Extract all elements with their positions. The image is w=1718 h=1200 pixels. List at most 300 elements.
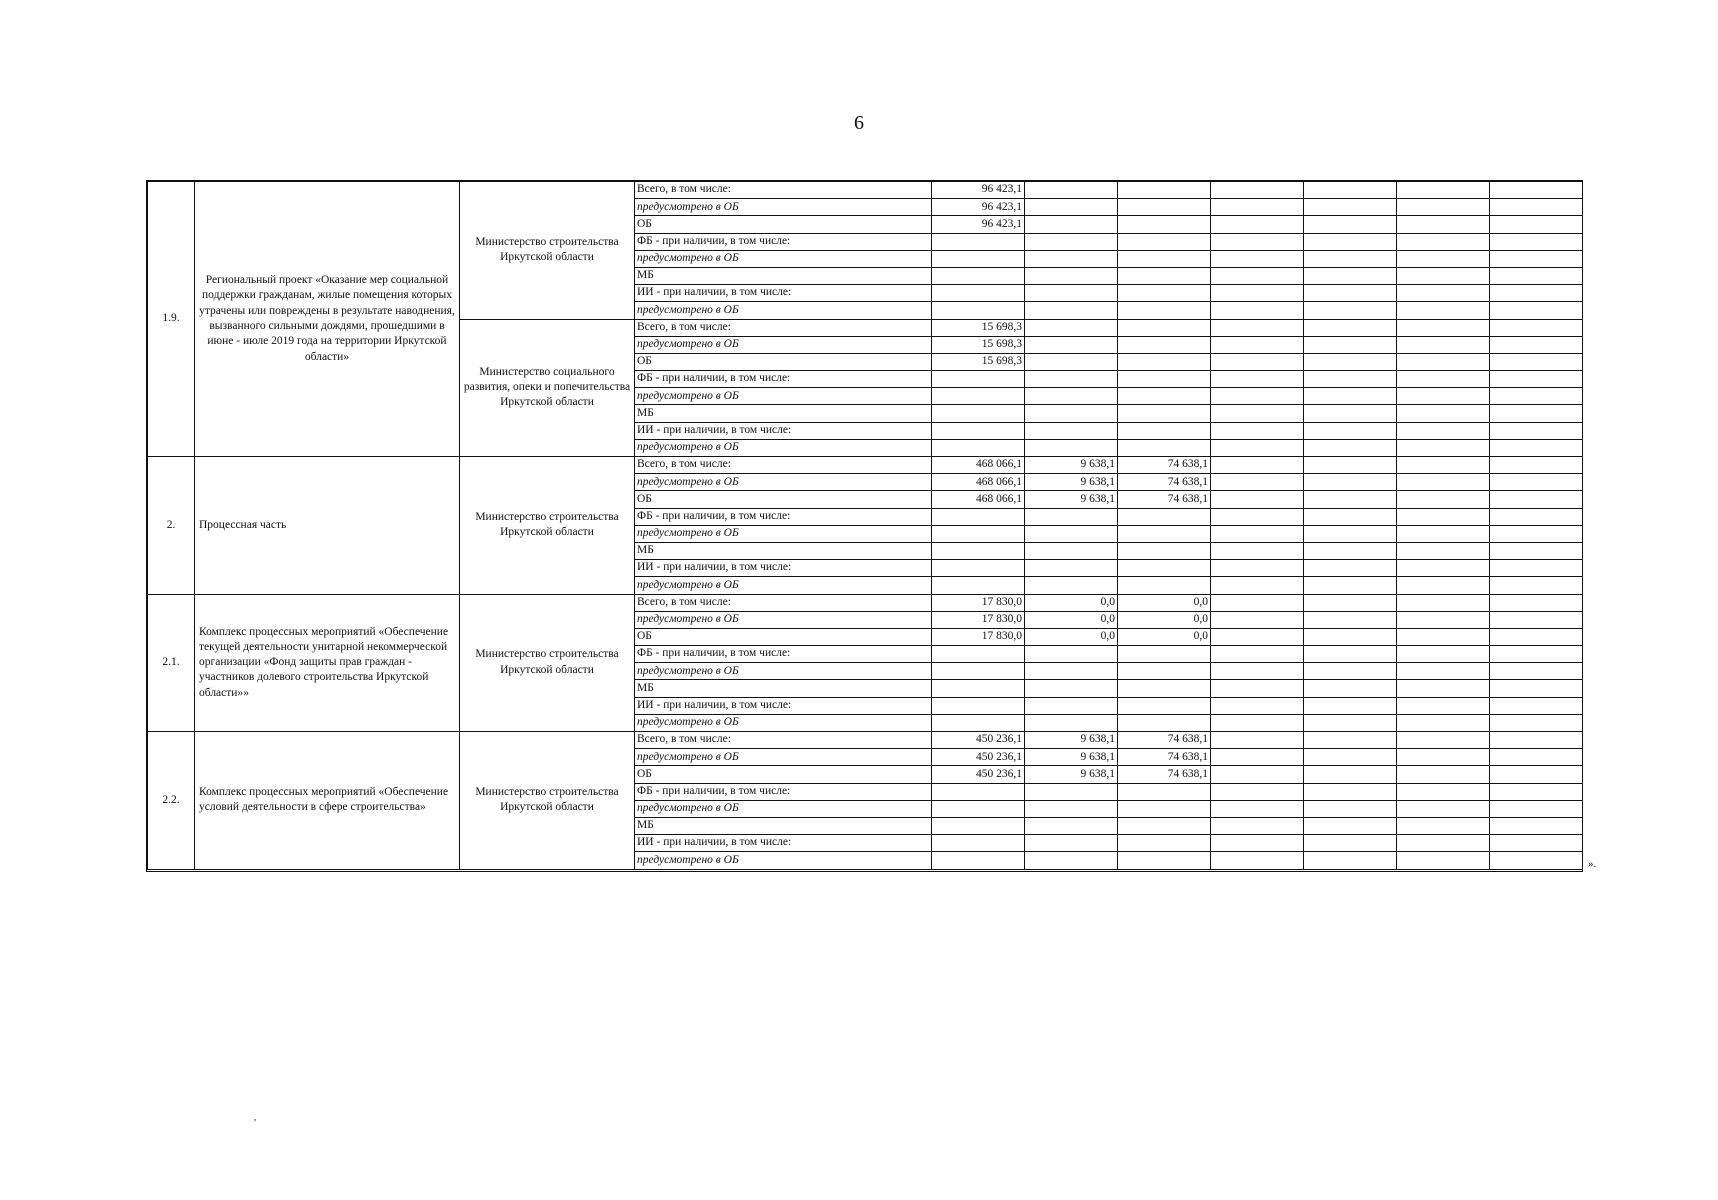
funding-source-cell: ИИ - при наличии, в том числе: xyxy=(635,285,932,302)
value-cell xyxy=(1118,577,1211,594)
value-cell xyxy=(1304,439,1397,456)
value-cell xyxy=(1025,697,1118,714)
row-number-cell: 2.2. xyxy=(148,732,195,870)
value-cell xyxy=(1304,319,1397,336)
value-cell xyxy=(1211,594,1304,611)
value-cell xyxy=(1211,319,1304,336)
stray-scan-mark: ' xyxy=(254,1117,256,1129)
table-row xyxy=(148,732,1583,749)
value-cell xyxy=(1397,285,1490,302)
value-cell xyxy=(1304,508,1397,525)
value-cell xyxy=(1211,835,1304,852)
value-cell xyxy=(1304,250,1397,267)
value-cell xyxy=(1211,508,1304,525)
value-cell xyxy=(1211,199,1304,216)
value-cell xyxy=(1397,732,1490,749)
value-cell xyxy=(1118,388,1211,405)
value-cell xyxy=(932,817,1025,834)
value-cell xyxy=(1490,336,1583,353)
value-cell xyxy=(1397,628,1490,645)
value-cell xyxy=(1211,766,1304,783)
value-cell xyxy=(1397,594,1490,611)
value-cell: 9 638,1 xyxy=(1025,491,1118,508)
value-cell xyxy=(1211,663,1304,680)
value-cell xyxy=(1211,697,1304,714)
value-cell: 96 423,1 xyxy=(932,199,1025,216)
value-cell xyxy=(932,508,1025,525)
value-cell xyxy=(1490,680,1583,697)
table-body xyxy=(148,182,1583,870)
value-cell xyxy=(1118,353,1211,370)
value-cell xyxy=(932,800,1025,817)
value-cell xyxy=(1211,749,1304,766)
value-cell xyxy=(1118,422,1211,439)
value-cell xyxy=(1490,422,1583,439)
value-cell xyxy=(1304,216,1397,233)
value-cell xyxy=(1025,267,1118,284)
value-cell xyxy=(1490,800,1583,817)
value-cell xyxy=(1397,852,1490,869)
value-cell xyxy=(1304,646,1397,663)
table-row xyxy=(148,594,1583,611)
value-cell xyxy=(1211,525,1304,542)
value-cell: 15 698,3 xyxy=(932,336,1025,353)
value-cell: 0,0 xyxy=(1118,611,1211,628)
value-cell xyxy=(1025,852,1118,869)
value-cell xyxy=(932,577,1025,594)
value-cell xyxy=(1397,560,1490,577)
value-cell xyxy=(932,371,1025,388)
value-cell xyxy=(1397,646,1490,663)
value-cell xyxy=(1490,388,1583,405)
value-cell xyxy=(1490,714,1583,731)
executor-cell: Министерство строительства Иркутской области xyxy=(460,594,635,732)
value-cell xyxy=(1211,474,1304,491)
value-cell xyxy=(1304,852,1397,869)
funding-source-cell: предусмотрено в ОБ xyxy=(635,302,932,319)
value-cell xyxy=(1304,663,1397,680)
funding-source-cell: предусмотрено в ОБ xyxy=(635,577,932,594)
value-cell xyxy=(1025,216,1118,233)
value-cell xyxy=(1211,439,1304,456)
value-cell xyxy=(1025,508,1118,525)
value-cell xyxy=(932,560,1025,577)
value-cell xyxy=(1397,766,1490,783)
value-cell xyxy=(1490,267,1583,284)
funding-source-cell: Всего, в том числе: xyxy=(635,732,932,749)
row-number-cell: 2.1. xyxy=(148,594,195,732)
value-cell xyxy=(1490,233,1583,250)
value-cell: 74 638,1 xyxy=(1118,474,1211,491)
value-cell xyxy=(1118,216,1211,233)
value-cell xyxy=(1490,560,1583,577)
value-cell xyxy=(1118,800,1211,817)
value-cell: 0,0 xyxy=(1025,611,1118,628)
value-cell xyxy=(1118,439,1211,456)
value-cell: 468 066,1 xyxy=(932,491,1025,508)
value-cell xyxy=(932,835,1025,852)
value-cell xyxy=(1025,439,1118,456)
funding-source-cell: предусмотрено в ОБ xyxy=(635,800,932,817)
value-cell xyxy=(1397,336,1490,353)
value-cell: 15 698,3 xyxy=(932,319,1025,336)
funding-source-cell: предусмотрено в ОБ xyxy=(635,250,932,267)
value-cell xyxy=(1397,783,1490,800)
value-cell xyxy=(1397,697,1490,714)
value-cell xyxy=(1118,267,1211,284)
funding-source-cell: ИИ - при наличии, в том числе: xyxy=(635,697,932,714)
value-cell: 450 236,1 xyxy=(932,749,1025,766)
funding-source-cell: ОБ xyxy=(635,216,932,233)
value-cell xyxy=(932,783,1025,800)
value-cell: 0,0 xyxy=(1118,594,1211,611)
value-cell xyxy=(1211,267,1304,284)
value-cell xyxy=(1304,594,1397,611)
value-cell xyxy=(1304,611,1397,628)
funding-source-cell: МБ xyxy=(635,405,932,422)
funding-source-cell: МБ xyxy=(635,680,932,697)
value-cell: 74 638,1 xyxy=(1118,457,1211,474)
value-cell xyxy=(1025,783,1118,800)
value-cell xyxy=(1025,233,1118,250)
value-cell xyxy=(1304,199,1397,216)
value-cell: 74 638,1 xyxy=(1118,749,1211,766)
value-cell xyxy=(1397,508,1490,525)
value-cell xyxy=(1304,267,1397,284)
value-cell xyxy=(1490,783,1583,800)
measure-name-cell: Комплекс процессных мероприятий «Обеспечение текущей деятельности унитарной некоммерческой организации «Фонд защиты прав граждан - участников долевого строительства Иркутской области»» xyxy=(195,594,460,732)
funding-source-cell: ФБ - при наличии, в том числе: xyxy=(635,508,932,525)
value-cell xyxy=(1304,388,1397,405)
value-cell: 9 638,1 xyxy=(1025,474,1118,491)
value-cell xyxy=(932,542,1025,559)
value-cell xyxy=(1490,732,1583,749)
value-cell: 74 638,1 xyxy=(1118,491,1211,508)
value-cell xyxy=(1490,697,1583,714)
value-cell xyxy=(1211,353,1304,370)
value-cell xyxy=(1304,732,1397,749)
value-cell xyxy=(1025,319,1118,336)
value-cell xyxy=(1304,302,1397,319)
value-cell xyxy=(1025,336,1118,353)
value-cell xyxy=(1025,714,1118,731)
value-cell xyxy=(1490,525,1583,542)
value-cell xyxy=(1397,250,1490,267)
value-cell xyxy=(932,302,1025,319)
value-cell: 9 638,1 xyxy=(1025,457,1118,474)
value-cell xyxy=(1490,577,1583,594)
value-cell xyxy=(1397,267,1490,284)
value-cell xyxy=(1025,542,1118,559)
value-cell xyxy=(1490,302,1583,319)
funding-source-cell: Всего, в том числе: xyxy=(635,182,932,199)
value-cell xyxy=(1211,680,1304,697)
value-cell xyxy=(1025,800,1118,817)
value-cell xyxy=(1211,800,1304,817)
value-cell xyxy=(1118,560,1211,577)
value-cell xyxy=(1304,182,1397,199)
value-cell xyxy=(1211,371,1304,388)
value-cell xyxy=(1025,182,1118,199)
value-cell xyxy=(1304,783,1397,800)
value-cell xyxy=(1025,388,1118,405)
value-cell xyxy=(1397,577,1490,594)
funding-source-cell: ИИ - при наличии, в том числе: xyxy=(635,422,932,439)
value-cell xyxy=(1211,233,1304,250)
value-cell xyxy=(1397,199,1490,216)
value-cell xyxy=(1304,577,1397,594)
value-cell: 0,0 xyxy=(1118,628,1211,645)
value-cell xyxy=(1118,663,1211,680)
funding-source-cell: ОБ xyxy=(635,766,932,783)
value-cell xyxy=(1211,422,1304,439)
funding-source-cell: предусмотрено в ОБ xyxy=(635,852,932,869)
value-cell xyxy=(1397,525,1490,542)
value-cell xyxy=(1304,371,1397,388)
value-cell xyxy=(932,646,1025,663)
value-cell xyxy=(932,422,1025,439)
value-cell xyxy=(1397,714,1490,731)
value-cell xyxy=(932,388,1025,405)
value-cell xyxy=(1490,319,1583,336)
value-cell xyxy=(1025,199,1118,216)
value-cell xyxy=(1211,714,1304,731)
value-cell xyxy=(1397,800,1490,817)
value-cell xyxy=(1490,405,1583,422)
value-cell xyxy=(1118,233,1211,250)
value-cell xyxy=(1304,817,1397,834)
value-cell xyxy=(1118,852,1211,869)
value-cell xyxy=(1490,491,1583,508)
value-cell xyxy=(1211,646,1304,663)
value-cell xyxy=(1397,680,1490,697)
value-cell xyxy=(1118,646,1211,663)
value-cell xyxy=(1490,542,1583,559)
value-cell xyxy=(1304,353,1397,370)
table-row xyxy=(148,182,1583,199)
measure-name-cell: Процессная часть xyxy=(195,457,460,595)
value-cell xyxy=(1490,353,1583,370)
value-cell xyxy=(1490,182,1583,199)
value-cell: 0,0 xyxy=(1025,628,1118,645)
value-cell xyxy=(932,405,1025,422)
value-cell xyxy=(1304,714,1397,731)
value-cell xyxy=(1490,508,1583,525)
value-cell: 450 236,1 xyxy=(932,766,1025,783)
value-cell xyxy=(1025,525,1118,542)
value-cell xyxy=(1118,542,1211,559)
funding-source-cell: Всего, в том числе: xyxy=(635,319,932,336)
funding-source-cell: предусмотрено в ОБ xyxy=(635,199,932,216)
value-cell xyxy=(1211,216,1304,233)
value-cell xyxy=(1211,577,1304,594)
funding-source-cell: ИИ - при наличии, в том числе: xyxy=(635,560,932,577)
funding-source-cell: ФБ - при наличии, в том числе: xyxy=(635,233,932,250)
value-cell xyxy=(1025,577,1118,594)
value-cell xyxy=(1025,302,1118,319)
value-cell xyxy=(1490,749,1583,766)
value-cell xyxy=(1025,817,1118,834)
value-cell xyxy=(1025,405,1118,422)
funding-source-cell: ИИ - при наличии, в том числе: xyxy=(635,835,932,852)
value-cell xyxy=(1025,680,1118,697)
value-cell xyxy=(1118,697,1211,714)
value-cell: 15 698,3 xyxy=(932,353,1025,370)
value-cell xyxy=(1397,371,1490,388)
value-cell xyxy=(1490,216,1583,233)
value-cell xyxy=(1490,766,1583,783)
value-cell xyxy=(932,267,1025,284)
value-cell xyxy=(1025,663,1118,680)
funding-source-cell: ОБ xyxy=(635,491,932,508)
value-cell xyxy=(1118,405,1211,422)
executor-cell: Министерство социального развития, опеки и попечительства Иркутской области xyxy=(460,319,635,457)
value-cell xyxy=(932,697,1025,714)
value-cell xyxy=(1211,182,1304,199)
row-number-cell: 2. xyxy=(148,457,195,595)
executor-cell: Министерство строительства Иркутской области xyxy=(460,182,635,320)
value-cell xyxy=(1304,457,1397,474)
value-cell xyxy=(1397,302,1490,319)
measure-name-cell: Региональный проект «Оказание мер социальной поддержки гражданам, жилые помещения которых утрачены или повреждены в результате наводнения, вызванного сильными дождями, прошедшими в июне - июле 2019 года на территории Иркутской области» xyxy=(195,182,460,457)
funding-source-cell: предусмотрено в ОБ xyxy=(635,439,932,456)
value-cell xyxy=(932,852,1025,869)
value-cell xyxy=(1118,817,1211,834)
funding-source-cell: МБ xyxy=(635,267,932,284)
funding-source-cell: МБ xyxy=(635,817,932,834)
value-cell: 9 638,1 xyxy=(1025,766,1118,783)
value-cell xyxy=(1025,560,1118,577)
value-cell xyxy=(1118,199,1211,216)
value-cell xyxy=(1397,405,1490,422)
value-cell: 96 423,1 xyxy=(932,216,1025,233)
value-cell xyxy=(1211,628,1304,645)
value-cell xyxy=(1211,560,1304,577)
funding-source-cell: ФБ - при наличии, в том числе: xyxy=(635,783,932,800)
value-cell xyxy=(1304,233,1397,250)
value-cell xyxy=(1490,663,1583,680)
value-cell xyxy=(1118,525,1211,542)
value-cell xyxy=(1397,388,1490,405)
value-cell xyxy=(1118,835,1211,852)
value-cell xyxy=(1490,199,1583,216)
value-cell xyxy=(1490,611,1583,628)
value-cell xyxy=(1304,525,1397,542)
closing-quote-mark: ». xyxy=(1588,858,1597,870)
value-cell xyxy=(932,233,1025,250)
value-cell xyxy=(1211,817,1304,834)
value-cell xyxy=(1397,216,1490,233)
value-cell xyxy=(1211,611,1304,628)
value-cell xyxy=(1211,732,1304,749)
value-cell xyxy=(1397,233,1490,250)
value-cell xyxy=(1490,371,1583,388)
value-cell xyxy=(1118,508,1211,525)
value-cell xyxy=(1397,457,1490,474)
value-cell xyxy=(1304,405,1397,422)
funding-source-cell: предусмотрено в ОБ xyxy=(635,714,932,731)
value-cell xyxy=(932,250,1025,267)
value-cell xyxy=(1211,783,1304,800)
value-cell xyxy=(1118,371,1211,388)
value-cell xyxy=(1397,182,1490,199)
value-cell xyxy=(932,680,1025,697)
funding-source-cell: предусмотрено в ОБ xyxy=(635,525,932,542)
value-cell xyxy=(1025,422,1118,439)
value-cell xyxy=(1490,250,1583,267)
funding-source-cell: предусмотрено в ОБ xyxy=(635,663,932,680)
table-row xyxy=(148,457,1583,474)
funding-source-cell: Всего, в том числе: xyxy=(635,594,932,611)
funding-source-cell: предусмотрено в ОБ xyxy=(635,336,932,353)
value-cell xyxy=(1304,628,1397,645)
value-cell xyxy=(1211,852,1304,869)
value-cell xyxy=(1397,663,1490,680)
funding-source-cell: ОБ xyxy=(635,353,932,370)
value-cell xyxy=(1211,336,1304,353)
value-cell xyxy=(1118,714,1211,731)
value-cell xyxy=(1304,560,1397,577)
executor-cell: Министерство строительства Иркутской области xyxy=(460,732,635,870)
value-cell xyxy=(1304,542,1397,559)
value-cell: 96 423,1 xyxy=(932,182,1025,199)
value-cell xyxy=(1397,319,1490,336)
value-cell xyxy=(1118,250,1211,267)
measure-name-cell: Комплекс процессных мероприятий «Обеспечение условий деятельности в сфере строительства» xyxy=(195,732,460,870)
value-cell xyxy=(1025,250,1118,267)
value-cell xyxy=(1397,817,1490,834)
value-cell xyxy=(1490,646,1583,663)
value-cell: 468 066,1 xyxy=(932,457,1025,474)
value-cell: 17 830,0 xyxy=(932,594,1025,611)
value-cell xyxy=(1397,439,1490,456)
budget-table xyxy=(147,181,1583,870)
value-cell xyxy=(1490,439,1583,456)
value-cell xyxy=(1025,285,1118,302)
value-cell xyxy=(1397,835,1490,852)
value-cell: 9 638,1 xyxy=(1025,732,1118,749)
page-number: 6 xyxy=(854,112,864,134)
value-cell xyxy=(1397,353,1490,370)
funding-source-cell: ОБ xyxy=(635,628,932,645)
value-cell xyxy=(932,663,1025,680)
value-cell xyxy=(1397,422,1490,439)
value-cell xyxy=(1304,336,1397,353)
value-cell xyxy=(1397,542,1490,559)
funding-source-cell: предусмотрено в ОБ xyxy=(635,749,932,766)
value-cell xyxy=(932,525,1025,542)
value-cell xyxy=(1397,749,1490,766)
row-number-cell: 1.9. xyxy=(148,182,195,457)
value-cell xyxy=(1211,285,1304,302)
value-cell xyxy=(1211,457,1304,474)
value-cell xyxy=(1211,405,1304,422)
value-cell xyxy=(1397,491,1490,508)
value-cell: 17 830,0 xyxy=(932,611,1025,628)
value-cell xyxy=(1211,388,1304,405)
value-cell xyxy=(1211,491,1304,508)
funding-source-cell: МБ xyxy=(635,542,932,559)
value-cell xyxy=(1304,835,1397,852)
value-cell xyxy=(1490,852,1583,869)
value-cell xyxy=(1304,680,1397,697)
value-cell: 17 830,0 xyxy=(932,628,1025,645)
value-cell xyxy=(1118,336,1211,353)
value-cell xyxy=(1490,628,1583,645)
value-cell xyxy=(1490,835,1583,852)
funding-source-cell: ФБ - при наличии, в том числе: xyxy=(635,646,932,663)
value-cell xyxy=(1304,800,1397,817)
